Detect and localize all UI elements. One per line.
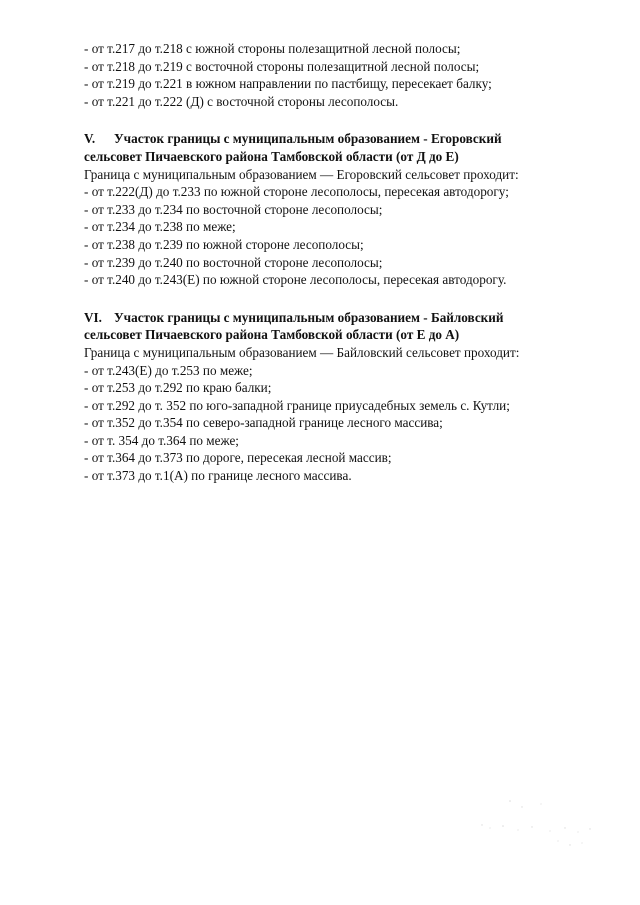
list-item: - от т.239 до т.240 по восточной стороне лесополосы; [84, 254, 383, 270]
list-item: - от т.292 до т. 352 по юго-западной границе приусадебных земель с. Кутли; [84, 397, 510, 413]
list-item: - от т.364 до т.373 по дороге, пересекая лесной массив; [84, 450, 392, 466]
list-item: - от т.234 до т.238 по меже; [84, 219, 236, 235]
section-heading [84, 309, 604, 327]
section-number: V. [84, 131, 96, 147]
list-item: - от т.238 до т.239 по южной стороне лесополосы; [84, 236, 364, 252]
list-item: - от т.222(Д) до т.233 по южной стороне лесополосы, пересекая автодорогу; [84, 184, 509, 200]
section-heading-line2: сельсовет Пичаевского района Тамбовской области (от Д до Е) [84, 148, 459, 164]
section-vi [84, 309, 604, 485]
section-heading-line1: Участок границы с муниципальным образованием - Байловский [114, 309, 504, 325]
section-intro: Граница с муниципальным образованием — Егоровский сельсовет проходит: [84, 166, 519, 182]
list-item: - от т.373 до т.1(А) по границе лесного массива. [84, 468, 352, 484]
top-list [84, 40, 604, 110]
section-v [84, 130, 604, 288]
spacer [84, 289, 604, 309]
list-item: - от т.218 до т.219 с восточной стороны полезащитной лесной полосы; [84, 58, 480, 74]
list-item: - от т.240 до т.243(Е) по южной стороне лесополосы, пересекая автодорогу. [84, 272, 507, 288]
list-item: - от т.233 до т.234 по восточной стороне лесополосы; [84, 201, 383, 217]
list-item: - от т.243(Е) до т.253 по меже; [84, 362, 253, 378]
section-number: VI. [84, 309, 102, 325]
document-page [84, 40, 604, 485]
section-heading [84, 130, 604, 148]
list-item: - от т.217 до т.218 с южной стороны полезащитной лесной полосы; [84, 41, 461, 56]
scan-artifact [470, 795, 600, 855]
section-intro: Граница с муниципальным образованием — Байловский сельсовет проходит: [84, 344, 520, 360]
list-item: - от т.219 до т.221 в южном направлении по пастбищу, пересекает балку; [84, 76, 492, 92]
list-item: - от т.253 до т.292 по краю балки; [84, 380, 272, 396]
section-heading-line2: сельсовет Пичаевского района Тамбовской области (от Е до А) [84, 327, 460, 343]
list-item: - от т.221 до т.222 (Д) с восточной стороны лесополосы. [84, 93, 399, 109]
list-item: - от т. 354 до т.364 по меже; [84, 432, 239, 448]
spacer [84, 110, 604, 130]
section-heading-line1: Участок границы с муниципальным образованием - Егоровский [114, 131, 502, 147]
list-item: - от т.352 до т.354 по северо-западной границе лесного массива; [84, 415, 443, 431]
